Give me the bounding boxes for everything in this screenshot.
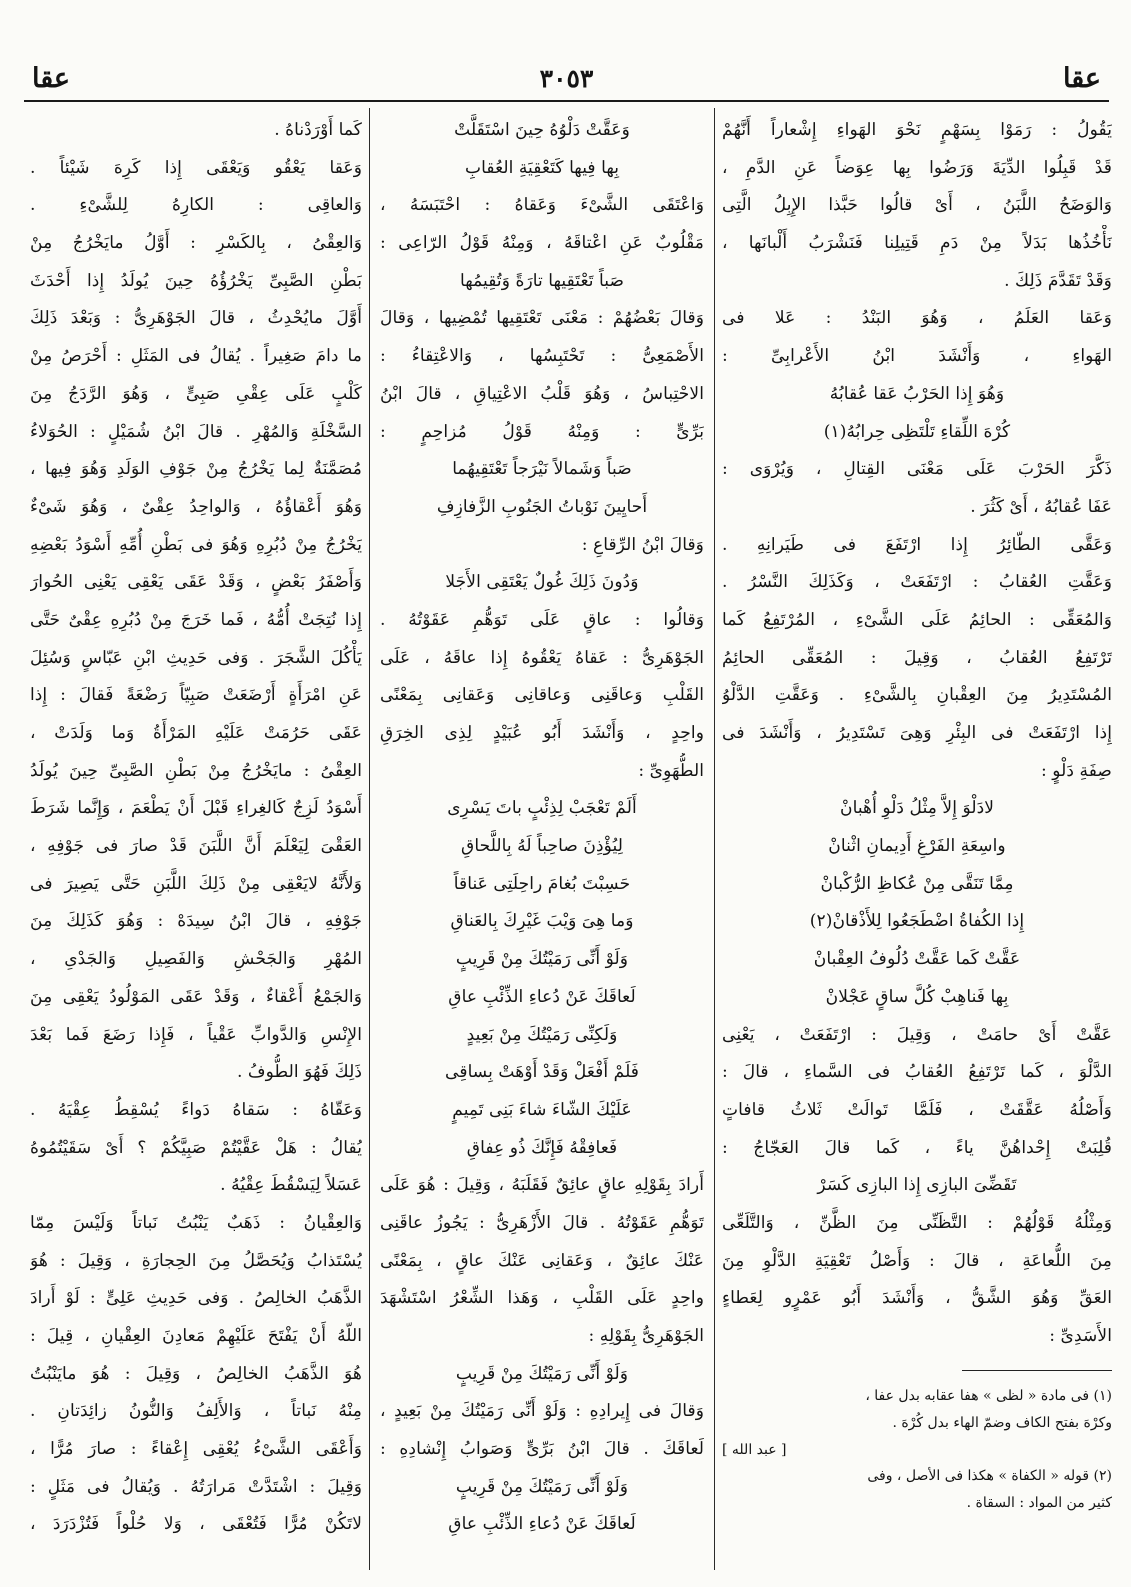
- verse-first-half: حَسِبْتَ بُغامَ راحِلَتِى عَناقاً: [453, 873, 631, 894]
- verse-line: [722, 903, 1112, 941]
- verse-first-half: تَقَضِّىَ البازِى إِذا البازِى كَسَرْ: [817, 1175, 1017, 1196]
- verse-line: [380, 112, 704, 150]
- text-line: عَنِ امْرَأَةٍ أَرْضَعَتْ صَبِيّاً رَضْعَةً فَقالَ : إِذا: [30, 685, 362, 706]
- text-line: العَقْىَ لِيَعْلَمَ أَنَّ اللَّبَنَ قَدْ صارَ فى جَوْفِهِ ،: [30, 836, 362, 857]
- verse-line: [380, 489, 704, 527]
- header-right-word: عقا: [1063, 63, 1101, 94]
- text-line: ذَكَّرَ الحَرْبَ عَلَى مَعْنَى القِتالِ ، وَيُرْوَى :: [722, 459, 1112, 480]
- text-line: وَالجَمْعُ أَعْقاءٌ ، وَقَدْ عَقَى المَوْلُودُ يَعْقِى مِنَ: [30, 986, 362, 1007]
- text-line: وَالعاقِى : الكارِهُ لِلشَّىْءِ .: [30, 195, 362, 216]
- text-line: ذَلِكَ فَهُوَ الطُّوفُ .: [236, 1062, 362, 1083]
- text-column-left: [26, 108, 366, 1572]
- text-line: وَلأَنَّهُ لايَعْقِى مِنْ ذَلِكَ اللَّبَنِ حَتَّى يَصِيرَ فى: [30, 873, 362, 894]
- text-line: مُصَمَّنَةٌ لِما يَخْرُجُ مِنْ جَوْفِ الوَلَدِ وَهُوَ فِيها ،: [30, 459, 362, 480]
- footnote-line: كثير من المواد : السقاة .: [966, 1494, 1112, 1511]
- column-lines: [722, 112, 1112, 1356]
- verse-first-half: أَحايِينَ نَوْباتُ الجَنُوبِ الزَّفازِفِ: [436, 496, 648, 517]
- text-line: اللّهُ أَنْ يَفْتَحَ عَلَيْهِمْ مَعادِنَ العِقْيانِ ، قِيلَ :: [30, 1326, 362, 1346]
- text-line: وَالعِقْىُ ، بِالكَسْرِ : أَوَّلُ مايَخْرُجُ مِنْ: [30, 233, 362, 254]
- verse-line: [380, 1092, 704, 1130]
- text-line: وَالمُعَقِّى : الحائِمُ عَلَى الشَّىْءِ ، المُرْتَفِعُ كَما: [722, 609, 1112, 630]
- text-line: كَلْبٍ عَلَى عِقْىِ صَبِىٍّ ، وَهُوَ الرَّدَجُ مِنَ: [30, 383, 362, 404]
- verse-line: [380, 979, 704, 1017]
- text-line: أَسْوَدُ لَزِجٌ كَالغِراءِ قَبْلَ أَنْ يَطْعَمَ ، وَإِنَّما شَرَطَ: [30, 798, 362, 819]
- verse-first-half: صَباً وَشَمالاً نَيْرَجاً تَعْتَقِيهُما: [452, 459, 632, 480]
- text-line: قُلِبَتْ إِحْداهُنَّ ياءً ، كَما قالَ العَجّاجُ :: [722, 1137, 1112, 1158]
- column-lines: [30, 112, 362, 1544]
- footnote-separator: [962, 1370, 1112, 1371]
- footnote-line: وكرْهَ بفتح الكاف وضمّ الهاء بدل كُرْهَ .: [892, 1414, 1112, 1431]
- text-line: يَأْكُلَ الشَّجَرَ . وَفى حَدِيثِ ابْنِ عَبّاسٍ وَسُئِلَ: [30, 647, 362, 668]
- text-line: وَالعِقْيانُ : ذَهَبٌ يَنْبُتُ نَباتاً وَلَيْسَ مِمّا: [30, 1212, 362, 1233]
- verse-first-half: لِيُؤْذِنَ صاحِباً لَهُ بِاللَّحاقِ: [461, 836, 623, 857]
- text-line: وَقَدْ تَقَدَّمَ ذَلِكَ .: [1004, 270, 1112, 291]
- text-column-middle: [374, 108, 710, 1572]
- text-line: وَقِيلَ : اشْتَدَّتْ مَرارَتُهُ . وَيُقالُ فى مَثَلٍ :: [30, 1476, 362, 1497]
- text-line: وَقالُوا : عاقٍ عَلَى تَوَهُّمِ عَقَوْتُهُ .: [380, 609, 704, 630]
- text-line: وَالوَضَحُ اللَّبَنُ ، أَىْ قالُوا حَبَّذا الإِبِلُ الَّتِى: [722, 195, 1112, 216]
- text-line: الجَوْهَرِىُّ بِقَوْلِهِ :: [588, 1326, 704, 1346]
- verse-line: [380, 263, 704, 301]
- page-number: ٣٠٥٣: [539, 64, 594, 93]
- text-line: وَأَصْفَرُ بَعْضٍ ، وَقَدْ عَقَى يَعْقِى يَعْنِى الحُوارَ: [30, 572, 362, 593]
- verse-line: [380, 866, 704, 904]
- text-column-right: [718, 108, 1116, 1572]
- text-line: يُسْتَذابُ وَيُحَصَّلُ مِنَ الحِجارَةِ ، وَقِيلَ : هُوَ: [30, 1250, 362, 1271]
- verse-line: [380, 903, 704, 941]
- footnotes: [722, 1383, 1112, 1517]
- verse-first-half: عَقَّتْ كَما عَقَّتْ دُلُوفُ العِقْبانْ: [813, 949, 1021, 970]
- text-line: الذَّهَبُ الخالِصُ . وَفى حَدِيثِ عَلِىٍّ : لَوْ أَرادَ: [30, 1288, 362, 1309]
- verse-line: [722, 1167, 1112, 1205]
- text-line: وَعَقا العَلَمُ ، وَهُوَ البَنْدُ : عَلا فى: [722, 308, 1112, 329]
- text-line: يَقُولُ : رَمَوْا بِسَهْمٍ نَحْوَ الهَواءِ إِشْعاراً أَنَّهُمْ: [722, 120, 1112, 140]
- text-line: أَوَّلَ مايُحْدِثُ ، قالَ الجَوْهَرِىُّ : وَبَعْدَ ذَلِكَ: [30, 308, 362, 329]
- text-line: الدَّلْوَ ، كَما تَرْتَفِعُ العُقابُ فى السَّماءِ ، قالَ :: [722, 1062, 1112, 1083]
- verse-line: [380, 1356, 704, 1394]
- verse-first-half: لَعاقَكَ عَنْ دُعاءِ الذِّئْبِ عاقِ: [448, 1514, 636, 1535]
- text-line: وَقالَ فى إِيرادِهِ : وَلَوْ أَنِّى رَمَيْتُكَ مِنْ بَعِيدٍ ،: [380, 1401, 704, 1422]
- header-rule: [24, 100, 1109, 102]
- text-line: الإِنْسِ وَالدَّوابِّ عَقْياً ، فَإِذا رَضَعَ فَما بَعْدَ: [30, 1024, 362, 1045]
- text-line: هُوَ الذَّهَبُ الخالِصُ ، وَقِيلَ : هُوَ مايَنْبُتُ: [30, 1363, 362, 1384]
- verse-line: [380, 1469, 704, 1507]
- footnote-signature: [ عبد الله ]: [722, 1441, 787, 1458]
- verse-first-half: صَباً تَعْتَقِيها تارَةً وَتُقِيمُها: [459, 270, 625, 291]
- text-line: وَهُوَ أَعْقاؤُهُ ، وَالواحِدُ عِقْىٌ ، وَهُوَ شَىْءٌ: [30, 496, 362, 517]
- verse-first-half: واسِعَةِ الفَرْغِ أَدِيمانِ اثْنانْ: [828, 836, 1006, 857]
- verse-line: [380, 150, 704, 188]
- verse-first-half: بِها فِيها كَتَعْقِيَةِ العُقابِ: [464, 157, 620, 178]
- page-header: [26, 62, 1107, 98]
- verse-line: [380, 451, 704, 489]
- text-line: وَعَقَّتِ العُقابُ : ارْتَفَعَتْ ، وَكَذَلِكَ النَّسْرُ .: [722, 572, 1112, 593]
- column-lines: [380, 112, 704, 1544]
- verse-line: [380, 941, 704, 979]
- verse-line: [722, 376, 1112, 414]
- text-line: نَأْخُذُها بَدَلاً مِنْ دَمِ قَتِيلِنا فَنَشْرَبُ أَلْبانَها ،: [722, 233, 1112, 254]
- text-line: يَخْرُجُ مِنْ دُبُرِهِ وَهُوَ فى بَطْنِ أُمِّهِ أَسْوَدُ بَعْضِهِ: [30, 534, 362, 555]
- verse-line: [380, 1054, 704, 1092]
- text-line: واحِدٍ ، وَأَنْشَدَ أَبُو عُبَيْدٍ لِذِى الخِرَقِ: [380, 723, 704, 743]
- text-line: ما دامَ صَغِيراً . يُقالُ فى المَثَلِ : أَحْرَصُ مِنْ: [30, 346, 362, 367]
- verse-line: [380, 1017, 704, 1055]
- text-line: واحِدٍ عَلَى القَلْبِ ، وَهَذا الشِّعْرُ اسْتَشْهَدَ: [380, 1288, 704, 1309]
- text-line: عَقَّتْ أَىْ حامَتْ ، وَقِيلَ : ارْتَفَعَتْ ، يَعْنِى: [722, 1024, 1112, 1045]
- text-line: تَرْتَفِعُ العُقابُ ، وَقِيلَ : المُعَقِّى الحائِمُ: [722, 647, 1112, 668]
- text-line: عَسَلاً لِيَسْقُطَ عِقْيُهُ .: [220, 1175, 362, 1196]
- verse-first-half: وَدُونَ ذَلِكَ غُولٌ يَعْتَقِى الأَجَلا: [445, 572, 639, 593]
- text-line: المُسْتَدِيرُ مِنَ العِقْبانِ بِالشَّىْءِ . وَعَقَّتِ الدَّلْوُ: [722, 685, 1112, 706]
- verse-line: [722, 941, 1112, 979]
- verse-first-half: إِذا الكُفاةُ اضْطَجَعُوا لِلأَذْقانْ(٢): [809, 911, 1025, 932]
- text-line: يُقالُ : هَلْ عَقَّيْتُمْ صَبِيَّكُمْ ؟ أَىْ سَقَيْتُمُوهُ: [30, 1137, 362, 1158]
- verse-first-half: مِمَّا تَنَقَّى مِنْ عُكاظِ الرُّكْبانْ: [820, 873, 1014, 894]
- verse-first-half: وَهُوَ إِذا الحَرْبُ عَقا عُقابُهُ: [829, 383, 1005, 404]
- text-line: العَقِّ وَهُوَ الشَّقُّ ، وَأَنْشَدَ أَبُو عَمْرٍو لِعَطاءٍ: [722, 1288, 1112, 1309]
- verse-line: [722, 790, 1112, 828]
- verse-first-half: وَلَوْ أَنِّى رَمَيْتُكَ مِنْ قَرِيبٍ: [455, 1476, 629, 1497]
- text-line: وَأَعْقَى الشَّىْءُ يُعْقِى إِعْقاءً : صارَ مُرًّا ،: [30, 1439, 362, 1460]
- verse-first-half: أَلَمْ تَعْجَبْ لِذِئْبٍ باتَ يَسْرِى: [447, 798, 637, 819]
- text-line: إِذا ارْتَفَعَتْ فى البِئْرِ وَهِىَ تَسْتَدِيرُ ، وَأَنْشَدَ فى: [722, 723, 1112, 743]
- text-line: جَوْفِهِ ، قالَ ابْنُ سِيدَهْ : وَهُوَ كَذَلِكَ مِنَ: [30, 911, 362, 932]
- verse-line: [722, 866, 1112, 904]
- verse-first-half: لَعاقَكَ عَنْ دُعاءِ الذِّئْبِ عاقِ: [448, 986, 636, 1007]
- text-line: مِنَ اللُّعاعَةِ ، قالَ : وَأَصْلُ تَعْقِيَةِ الدَّلْوِ مِنَ: [722, 1250, 1112, 1271]
- verse-line: [722, 414, 1112, 452]
- text-line: وَقالَ بَعْضُهُمْ : مَعْنَى تَعْتَقِيها تُمْضِيها ، وَقالَ: [380, 308, 704, 329]
- verse-line: [722, 828, 1112, 866]
- verse-line: [722, 979, 1112, 1017]
- text-line: العِقْىُ : مايَخْرُجُ مِنْ بَطْنِ الصَّبِىِّ حِينَ يُولَدُ: [30, 760, 362, 781]
- text-line: كَما أَوْرَدْناهُ .: [274, 120, 362, 140]
- verse-line: [380, 1506, 704, 1544]
- text-line: وَعَقّاهُ : سَقاهُ دَواءً يُسْقِطُ عِقْيَهُ .: [30, 1099, 362, 1120]
- text-line: القَلْبِ وَعاقَنِى وَعاقانِى وَعَقانِى بِمَعْنًى: [380, 685, 704, 706]
- column-divider: [714, 108, 715, 1570]
- text-line: وَأَصْلُهُ عَقَّقَتْ ، فَلَمَّا تَوالَتْ ثَلاثُ قافاتٍ: [722, 1099, 1112, 1120]
- verse-first-half: بِها فَناهِبْ كُلَّ ساقٍ عَجْلانْ: [825, 986, 1009, 1007]
- verse-first-half: فَعافِقْهُ فَإِنَّكَ ذُو عِفاقِ: [466, 1137, 618, 1158]
- verse-first-half: فَلَمْ أَفْعَلْ وَقَدْ أَوْهَتْ بِساقِى: [445, 1062, 639, 1083]
- verse-first-half: وَما هِىَ وَيْبَ غَيْرِكَ بِالعَناقِ: [450, 911, 634, 932]
- text-line: الجَوْهَرِىُّ : عَقاهُ يَعْقُوهُ إِذا عاقَهُ ، عَلَى: [380, 647, 704, 668]
- text-line: بَطْنِ الصَّبِىِّ يَخْرُؤُهُ حِينَ يُولَدُ إِذا أَحْدَثَ: [30, 270, 362, 291]
- text-line: الأَسَدِىِّ :: [1049, 1326, 1112, 1346]
- text-line: عَفَا عُقابُهُ ، أَىْ كَثُرَ .: [970, 496, 1112, 517]
- text-line: بَرِّىٍّ : وَمِنْهُ قَوْلُ مُزاحِمٍ :: [380, 421, 704, 442]
- text-line: عَنْكَ عائِقٌ ، وَعَقانِى عَنْكَ عاقٍ ، بِمَعْنًى: [380, 1250, 704, 1271]
- column-divider: [369, 108, 370, 1570]
- verse-first-half: وَلَوْ أَنِّى رَمَيْتُكَ مِنْ قَرِيبٍ: [455, 1363, 629, 1384]
- text-line: إِذا نُتِجَتْ أُمُّهُ ، فَما خَرَجَ مِنْ دُبُرِهِ عِقْىٌ حَتَّى: [30, 609, 362, 630]
- verse-first-half: لادَلْوَ إِلاَّ مِثْلُ دَلْوِ أُهْبانْ: [839, 798, 995, 819]
- text-line: وَقالَ ابْنُ الرِّقاعِ :: [581, 534, 704, 555]
- header-left-word: عقا: [32, 63, 70, 94]
- verse-first-half: كُرْهَ اللِّقاءِ تَلْتَظِى حِرابُهُ(١): [823, 421, 1011, 442]
- verse-line: [380, 828, 704, 866]
- text-line: الاحْتِباسُ ، وَهُوَ قَلْبُ الاعْتِياقِ ، قالَ ابْنُ: [380, 383, 704, 404]
- text-line: السَّخْلَةِ وَالمُهْرِ . قالَ ابْنُ شُمَيْلٍ : الحُوَلاءُ: [30, 421, 362, 442]
- verse-first-half: وَعَقَّتْ دَلْوُهُ حِينَ اسْتَقَلَّتْ: [454, 120, 630, 140]
- text-line: أَرادَ بِقَوْلِهِ عاقٍ عائِقٌ فَقَلَبَهُ ، وَقِيلَ : هُوَ عَلَى: [380, 1175, 704, 1196]
- text-line: مَقْلُوبٌ عَنِ اعْتاقَهُ ، وَمِنْهُ قَوْلُ الرّاعِى :: [380, 233, 704, 254]
- text-line: صِفَةِ دَلْوٍ :: [1041, 760, 1112, 781]
- verse-line: [380, 564, 704, 602]
- text-line: الهَواءِ ، وَأَنْشَدَ ابْنُ الأَعْرابِىِّ :: [722, 346, 1112, 367]
- text-line: مِنْهُ نَباتاً ، وَالأَلِفُ وَالنُّونُ زائِدَتانِ .: [30, 1401, 362, 1422]
- text-line: وَعَقا يَعْقُو وَيَعْقَى إِذا كَرِهَ شَيْئاً .: [30, 157, 362, 178]
- text-line: قَدْ قَبِلُوا الدِّيَةَ وَرَضُوا بِها عِوَضاً عَنِ الدَّمِ ،: [722, 157, 1112, 178]
- text-line: وَاعْتَقَى الشَّىْءَ وَعَقاهُ : احْتَبَسَهُ ،: [380, 195, 704, 216]
- text-line: وَعَقَّى الطّائِرُ إِذا ارْتَفَعَ فى طَيَرانِهِ .: [722, 534, 1112, 555]
- verse-first-half: عَلَيْكَ الشّاءَ شاءَ بَنِى تَمِيمٍ: [452, 1099, 632, 1120]
- text-line: الطُّهَوِىِّ :: [638, 760, 704, 781]
- text-line: وَمِثْلُهُ قَوْلُهُمْ : التَّظَنِّى مِنَ الظَّنِّ ، وَالتَّلَعِّى: [722, 1212, 1112, 1233]
- text-line: لاتَكُنْ مُرًّا فَتُعْقَى ، وَلا حُلْواً فَتُزْدَرَدَ ،: [30, 1514, 362, 1535]
- verse-first-half: وَلَكِنِّى رَمَيْتُكَ مِنْ بَعِيدٍ: [466, 1024, 618, 1045]
- text-line: المُهْرِ وَالجَحْشِ وَالفَصِيلِ وَالجَدْىِ ،: [30, 949, 362, 970]
- text-line: عَقَى حَرُمَتْ عَلَيْهِ المَرْأَةُ وَما وَلَدَتْ ،: [30, 723, 362, 743]
- verse-line: [380, 1130, 704, 1168]
- footnote-line: (١) فى مادة « لظى » هفا عقابه بدل عفا ،: [865, 1387, 1112, 1404]
- text-line: الأَصْمَعِىُّ : تَحْتَبِسُها ، وَالاعْتِقاءُ :: [380, 346, 704, 367]
- text-line: لَعاقَكَ . قالَ ابْنُ بَرِّىٍّ وَصَوابُ إِنْشادِهِ :: [380, 1439, 704, 1460]
- text-line: تَوَهُّمِ عَقَوْتُهُ . قالَ الأَزْهَرِىُّ : يَجُوزُ عاقَنِى: [380, 1212, 704, 1233]
- footnote-line: (٢) قوله « الكفاة » هكذا فى الأصل ، وفى: [867, 1467, 1112, 1484]
- verse-first-half: وَلَوْ أَنِّى رَمَيْتُكَ مِنْ قَرِيبٍ: [455, 949, 629, 970]
- verse-line: [380, 790, 704, 828]
